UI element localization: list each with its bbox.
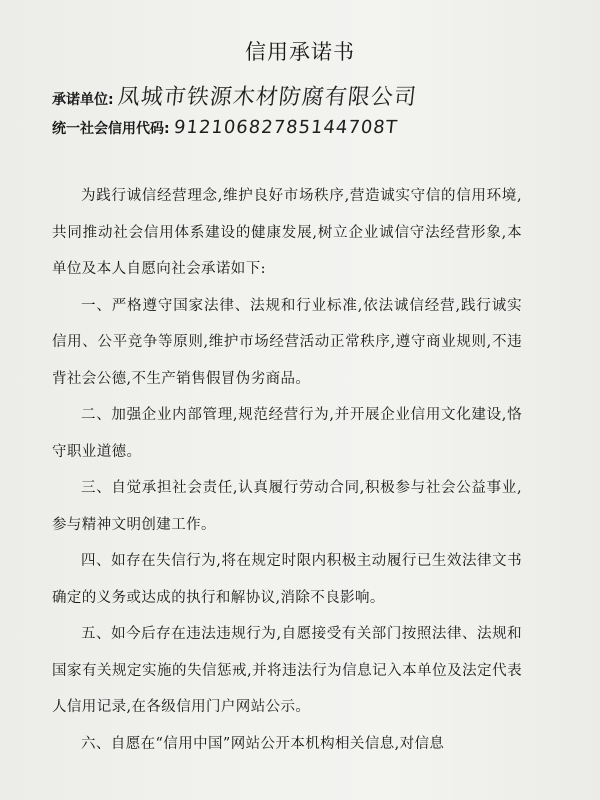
committing-unit-field — [52, 80, 417, 111]
paragraph-6: 六、自愿在“信用中国”网站公开本机构相关信息,对信息 — [81, 735, 445, 752]
paragraph-2: 二、加强企业内部管理,规范经营行为,并开展企业信用文化建设,恪守职业道德。 — [52, 407, 522, 460]
document-title: 信用承诺书 — [245, 40, 355, 64]
committing-unit-label: 承诺单位: — [52, 92, 114, 108]
paragraph-5: 五、如今后存在违法违规行为,自愿接受有关部门按照法律、法规和国家有关规定实施的失信惩戒,并将违法行为信息记入本单位及法定代表人信用记录,在各级信用门户网站公示。 — [52, 626, 522, 715]
document-body — [52, 178, 522, 762]
credit-code-field — [52, 117, 397, 138]
paragraph-intro: 为践行诚信经营理念,维护良好市场秩序,营造诚实守信的信用环境,共同推动社会信用体系建设的健康发展,树立企业诚信守法经营形象,本单位及本人自愿向社会承诺如下: — [52, 188, 522, 277]
credit-code-handwritten-value: 91210682785144708T — [172, 117, 399, 138]
credit-code-label: 统一社会信用代码: — [52, 121, 170, 137]
paragraph-3: 三、自觉承担社会责任,认真履行劳动合同,积极参与社会公益事业,参与精神文明创建工作。 — [52, 480, 522, 533]
paragraph-1: 一、严格遵守国家法律、法规和行业标准,依法诚信经营,践行诚实信用、公平竞争等原则,维护市场经营活动正常秩序,遵守商业规则,不违背社会公德,不生产销售假冒伪劣商品。 — [52, 297, 522, 387]
committing-unit-handwritten-value: 凤城市铁源木材防腐有限公司 — [116, 85, 418, 110]
paragraph-4: 四、如存在失信行为,将在规定时限内积极主动履行已生效法律文书确定的义务或达成的执行和解协议,消除不良影响。 — [52, 553, 522, 606]
